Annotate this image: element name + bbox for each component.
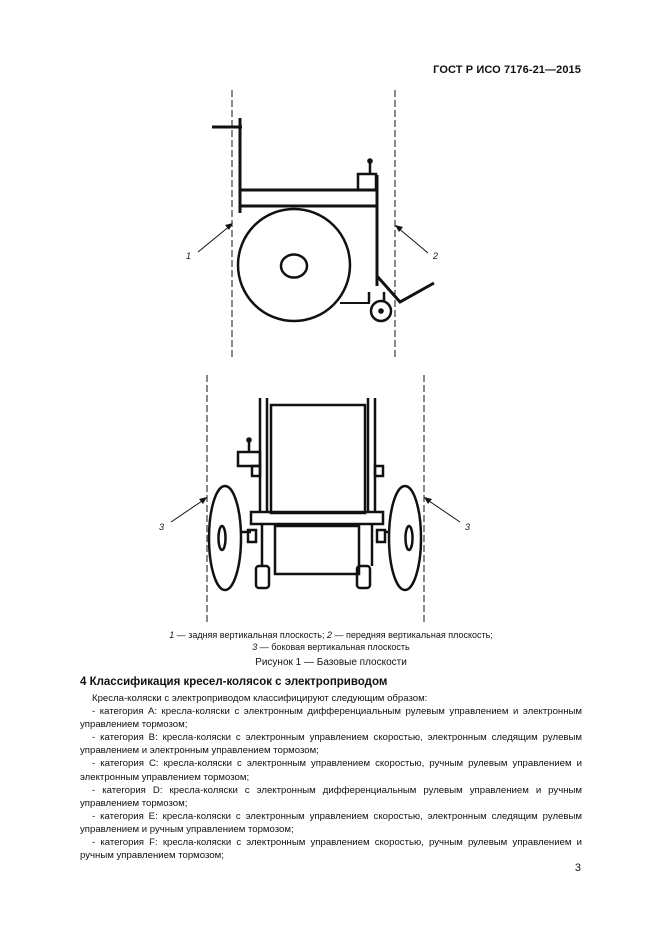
body-intro: Кресла-коляски с электроприводом классифицируют следующим образом: <box>92 693 428 704</box>
page-number: 3 <box>574 862 581 874</box>
list-item: - категория С: кресла-коляски с электронным управлением скоростью, ручным рулевым управлением и электронным управлением тормозом; <box>80 758 582 783</box>
body-text <box>80 692 582 862</box>
section-title: 4 Классификация кресел-колясок с электроприводом <box>80 676 388 688</box>
right-rear-wheel-front <box>385 486 421 590</box>
wheelchair-side-view <box>212 118 434 303</box>
figure-legend-line-1 <box>80 629 582 641</box>
legend-text-1: — задняя вертикальная плоскость; <box>174 630 327 640</box>
rear-wheel-side <box>238 209 350 321</box>
callout-label-2: 2 <box>433 251 439 261</box>
callout-leader-3-left <box>171 499 205 522</box>
list-item: - категория А: кресла-коляски с электронным дифференциальным рулевым управлением и электронным управлением тормозом; <box>80 706 582 731</box>
list-item: - категория В: кресла-коляски с электронным управлением скоростью, электронным следящим рулевым управлением и электронным управлением тормозом; <box>80 732 582 757</box>
callout-label-1: 1 <box>186 251 192 261</box>
standard-header: ГОСТ Р ИСО 7176-21—2015 <box>433 64 581 76</box>
wheelchair-front-view <box>238 398 385 588</box>
legend-num-1: 1 <box>169 630 175 640</box>
left-rear-wheel-front <box>209 486 251 590</box>
figure-legend-line-2 <box>80 641 582 653</box>
list-item: - категория D: кресла-коляски с электронным дифференциальным рулевым управлением и ручным управлением тормозом; <box>80 784 582 809</box>
list-item: - категория F: кресла-коляски с электронным управлением скоростью, ручным рулевым управлением и ручным управлением тормозом; <box>80 837 582 862</box>
callout-leader-3-right <box>426 499 460 522</box>
callout-leader-1 <box>198 225 231 252</box>
callout-label-3-right: 3 <box>465 522 471 532</box>
list-item: - категория Е: кресла-коляски с электронным управлением скоростью, электронным следящим рулевым управлением и ручным управлением тормозом; <box>80 810 582 835</box>
legend-text-2: — передняя вертикальная плоскость; <box>331 630 493 640</box>
vertical-plane-lines-bottom <box>207 375 424 625</box>
callout-leader-2 <box>397 227 428 253</box>
figure-caption: Рисунок 1 — Базовые плоскости <box>255 657 407 668</box>
callout-label-3-left: 3 <box>159 522 165 532</box>
legend-num-2: 2 <box>326 630 332 640</box>
legend-num-3: 3 <box>252 642 258 652</box>
legend-text-3: — боковая вертикальная плоскость <box>257 642 410 652</box>
